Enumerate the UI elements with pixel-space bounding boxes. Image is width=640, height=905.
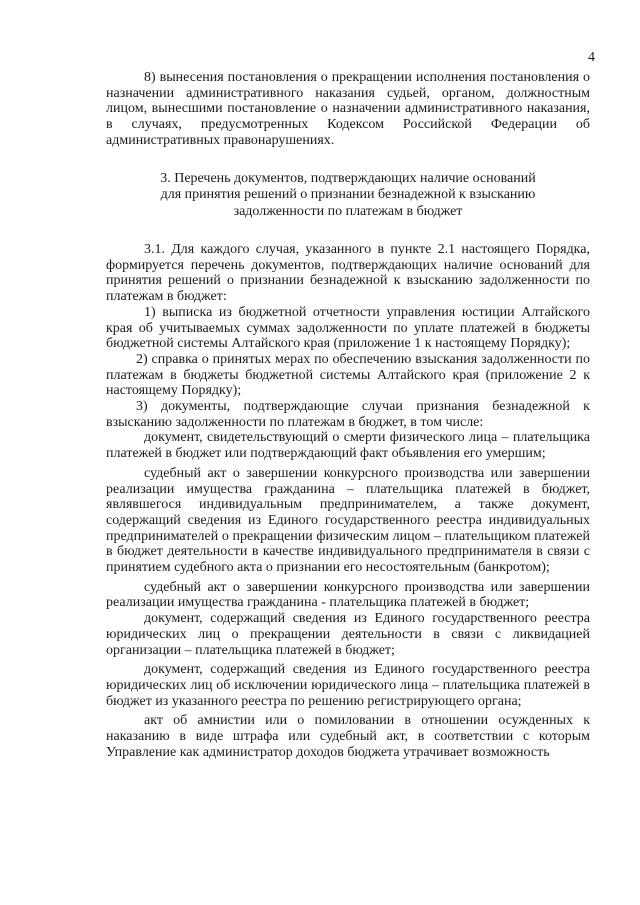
list-item-1: 1) выписка из бюджетной отчетности управления юстиции Алтайского края об учитываемых суммах задолженности по уплате платежей в бюджеты бюджетной системы Алтайского края (приложение 1 к настоящему Порядку); bbox=[106, 304, 590, 352]
document-item: судебный акт о завершении конкурсного производства или завершении реализации имущества гражданина – плательщика платежей в бюджет, являвшегося индивидуальным предпринимателем, а также документ, содержащий сведения из Единого государственного реестра индивидуальных предпринимателей о прекращении физическим лицом – плательщиком платежей в бюджет деятельности в качестве индивидуального предпринимателя в связи с принятием судебного акта о признании его несостоятельным (банкротом); bbox=[106, 465, 590, 576]
section-heading-line-3: задолженности по платежам в бюджет bbox=[233, 203, 463, 219]
list-item-3: 3) документы, подтверждающие случаи признания безнадежной к взысканию задолженности по платежам в бюджет, в том числе: bbox=[106, 399, 590, 430]
document-item: документ, свидетельствующий о смерти физического лица – плательщика платежей в бюджет или подтверждающий факт объявления его умершим; bbox=[106, 430, 590, 462]
page-number: 4 bbox=[588, 50, 595, 65]
document-item: документ, содержащий сведения из Единого государственного реестра юридических лиц о прекращении деятельности в связи с ликвидацией организации – плательщика платежей в бюджет; bbox=[106, 611, 590, 658]
section-heading bbox=[106, 171, 590, 221]
list-item-2: 2) справка о принятых мерах по обеспечению взыскания задолженности по платежам в бюджеты бюджетной системы Алтайского края (приложение 2 к настоящему Порядку); bbox=[106, 351, 590, 399]
paragraph-3-1: 3.1. Для каждого случая, указанного в пункте 2.1 настоящего Порядка, формируется перечень документов, подтверждающих наличие оснований для принятия решений о признании безнадежной к взысканию задолженности по платежам в бюджет: bbox=[106, 242, 590, 305]
paragraph-8: 8) вынесения постановления о прекращении исполнения постановления о назначении административного наказания судьей, органом, должностным лицом, вынесшими постановление о назначении административного наказания, в случаях, предусмотренных Кодексом Российской Федерации об административных правонарушениях. bbox=[106, 70, 590, 148]
document-item: акт об амнистии или о помиловании в отношении осужденных к наказанию в виде штрафа или судебный акт, в соответствии с которым Управление как администратор доходов бюджета утрачивает возможность bbox=[106, 713, 590, 760]
document-body bbox=[106, 70, 590, 761]
section-heading-line-1: 3. Перечень документов, подтверждающих наличие оснований bbox=[160, 170, 536, 186]
document-item: судебный акт о завершении конкурсного производства или завершении реализации имущества гражданина - плательщика платежей в бюджет; bbox=[106, 579, 590, 611]
section-heading-line-2: для принятия решений о признании безнадежной к взысканию bbox=[160, 187, 536, 203]
document-item: документ, содержащий сведения из Единого государственного реестра юридических лиц об исключении юридического лица – плательщика платежей в бюджет из указанного реестра по решению регистрирующего органа; bbox=[106, 662, 590, 709]
